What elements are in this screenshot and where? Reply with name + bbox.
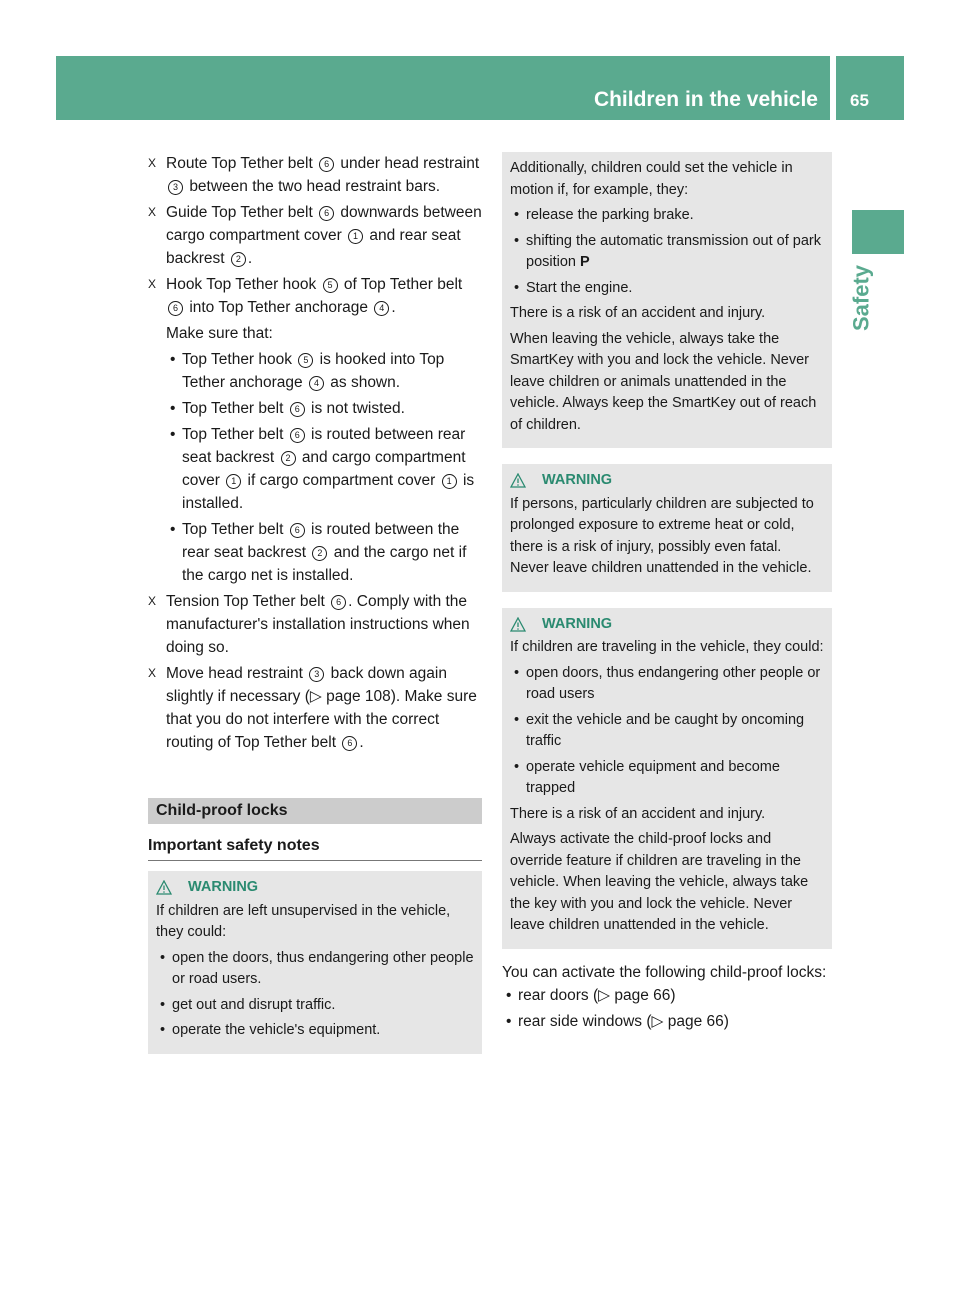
subheading: Important safety notes	[148, 834, 482, 861]
risk-text: There is a risk of an accident and injury.	[510, 305, 766, 321]
list-item: • shifting the automatic transmission out of park position P	[510, 231, 824, 274]
warning-title: WARNING	[510, 614, 824, 636]
warning-box	[502, 464, 832, 592]
list-item: • Top Tether belt 6 is not twisted.	[166, 397, 482, 420]
page-ref-arrow-icon: ▷	[598, 986, 611, 1004]
marker-1: 1	[348, 229, 363, 244]
marker-4: 4	[374, 301, 389, 316]
box-intro: Additionally, children could set the vehicle in motion if, for example, they:	[510, 160, 793, 198]
step-arrow-icon: X	[148, 277, 157, 291]
warning-title: WARNING	[510, 470, 824, 492]
list-item: • Start the engine.	[510, 278, 824, 300]
marker-2: 2	[231, 252, 246, 267]
list-item: • operate vehicle equipment and become trapped	[510, 757, 824, 800]
section-heading: Child-proof locks	[148, 798, 482, 824]
warning-triangle-icon	[510, 617, 526, 632]
marker-1: 1	[226, 474, 241, 489]
marker-6: 6	[342, 736, 357, 751]
marker-6: 6	[290, 402, 305, 417]
step-arrow-icon: X	[148, 205, 157, 219]
marker-3: 3	[309, 667, 324, 682]
right-column	[502, 152, 832, 1036]
marker-3: 3	[168, 180, 183, 195]
step-arrow-icon: X	[148, 594, 157, 608]
marker-6: 6	[331, 595, 346, 610]
section-tab-label: Safety	[848, 264, 874, 332]
warning-intro: If children are left unsupervised in the vehicle, they could:	[156, 902, 451, 940]
marker-1: 1	[442, 474, 457, 489]
make-sure-text: Make sure that:	[166, 325, 273, 342]
page-reference-link[interactable]: page 108). Make sure that you do not interfere with the correct routing of Top Tether belt	[166, 688, 477, 751]
list-item: • rear side windows (▷ page 66)	[502, 1010, 832, 1033]
page-number: 65	[850, 91, 869, 110]
step-tension-belt: X Tension Top Tether belt 6 . Comply with the manufacturer's installation instructions when doing so.	[148, 590, 482, 659]
marker-5: 5	[323, 278, 338, 293]
warning-text: If persons, particularly children are subjected to prolonged exposure to extreme heat or cold, there is a risk of injury, possibly even fatal. Never leave children unattended in the vehicle.	[510, 495, 814, 576]
page-reference-link[interactable]: page 66)	[667, 1012, 729, 1030]
risk-text: There is a risk of an accident and injury.	[510, 805, 766, 822]
marker-6: 6	[168, 301, 183, 316]
step-arrow-icon: X	[148, 666, 157, 680]
step-hook-belt: X Hook Top Tether hook 5 of Top Tether belt 6 into Top Tether anchorage 4 .	[148, 273, 482, 319]
list-item: • Top Tether belt 6 is routed between rear seat backrest 2 and cargo compartment cover 1 if cargo compartment cover 1 is installed.	[166, 423, 482, 515]
warning-title: WARNING	[156, 877, 474, 899]
list-item: • open doors, thus endangering other people or road users	[510, 663, 824, 706]
list-item: • Top Tether hook 5 is hooked into Top Tether anchorage 4 as shown.	[166, 348, 482, 394]
page-title: Children in the vehicle	[593, 88, 818, 111]
info-box	[502, 152, 832, 448]
page-ref-arrow-icon: ▷	[651, 1012, 664, 1030]
step-route-belt: X Route Top Tether belt 6 under head restraint 3 between the two head restraint bars.	[148, 152, 482, 198]
marker-2: 2	[312, 546, 327, 561]
warning-triangle-icon	[156, 880, 172, 895]
warning-box	[148, 871, 482, 1054]
marker-5: 5	[298, 353, 313, 368]
marker-6: 6	[319, 157, 334, 172]
list-item: • release the parking brake.	[510, 205, 824, 227]
marker-6: 6	[290, 523, 305, 538]
marker-6: 6	[290, 428, 305, 443]
marker-2: 2	[281, 451, 296, 466]
page-number-box	[836, 56, 904, 120]
step-move-head-restraint: X Move head restraint 3 back down again slightly if necessary (▷ page 108). Make sure that you do not interfere with the correct routing of Top Tether belt 6 .	[148, 662, 482, 754]
warning-box	[502, 608, 832, 949]
list-item: • exit the vehicle and be caught by oncoming traffic	[510, 710, 824, 753]
list-item: • operate the vehicle's equipment.	[156, 1020, 474, 1042]
list-item: • get out and disrupt traffic.	[156, 995, 474, 1017]
header-bar	[56, 56, 830, 120]
list-item: • open the doors, thus endangering other people or road users.	[156, 948, 474, 991]
warning-intro: If children are traveling in the vehicle, they could:	[510, 639, 824, 655]
marker-4: 4	[309, 376, 324, 391]
page-reference-link[interactable]: page 66)	[614, 986, 676, 1004]
advice-text: Always activate the child-proof locks and override feature if children are traveling in the vehicle. When leaving the vehicle, always take the key with you and lock the vehicle. Never leave children unattended in the vehicle.	[510, 831, 809, 933]
step-guide-belt: X Guide Top Tether belt 6 downwards between cargo compartment cover 1 and rear seat backrest 2 .	[148, 201, 482, 270]
section-tab-block	[852, 210, 904, 254]
marker-6: 6	[319, 206, 334, 221]
advice-text: When leaving the vehicle, always take the SmartKey with you and lock the vehicle. Never leave children or animals unattended in the vehicle. Always keep the SmartKey out of reach of children.	[510, 330, 817, 433]
list-item: • rear doors (▷ page 66)	[502, 984, 832, 1007]
activate-text: You can activate the following child-proof locks:	[502, 963, 827, 981]
page-ref-arrow-icon: ▷	[309, 688, 322, 705]
step-arrow-icon: X	[148, 156, 157, 170]
list-item: • Top Tether belt 6 is routed between the rear seat backrest 2 and the cargo net if the cargo net is installed.	[166, 518, 482, 587]
warning-triangle-icon	[510, 473, 526, 488]
left-column	[148, 152, 482, 1054]
